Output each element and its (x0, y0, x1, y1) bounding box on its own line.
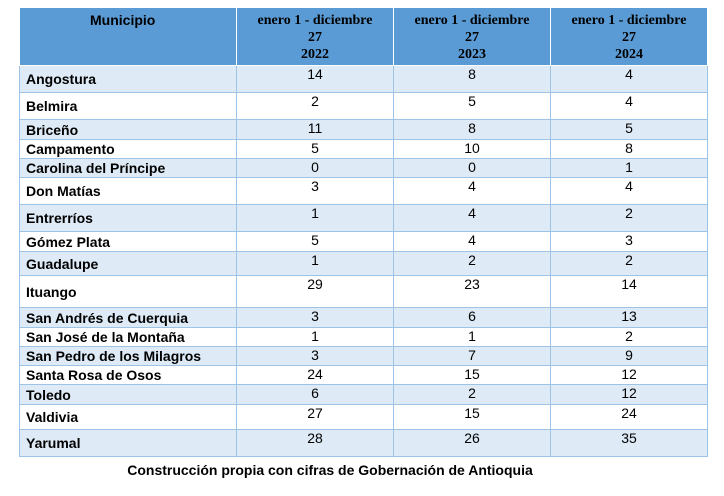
value-2022-cell: 1 (237, 328, 394, 347)
table-row (20, 308, 708, 328)
value-2023-cell: 2 (394, 385, 551, 405)
value-2024-cell: 24 (551, 405, 708, 430)
header-2023-line3: 2023 (458, 47, 486, 62)
value-2024-cell: 14 (551, 276, 708, 308)
value-2023-cell: 4 (394, 178, 551, 205)
table-row (20, 232, 708, 252)
value-2022-cell: 1 (237, 205, 394, 232)
municipio-cell: Santa Rosa de Osos (20, 366, 237, 385)
table-row (20, 385, 708, 405)
header-2024 (551, 8, 708, 66)
header-2023-line2: 27 (465, 30, 479, 45)
value-2024-cell: 2 (551, 252, 708, 276)
header-2022 (237, 8, 394, 66)
value-2024-cell: 4 (551, 66, 708, 93)
value-2024-cell: 3 (551, 232, 708, 252)
header-2022-line1: enero 1 - diciembre (257, 13, 373, 28)
municipio-cell: Briceño (20, 120, 237, 140)
table-row (20, 120, 708, 140)
value-2022-cell: 1 (237, 252, 394, 276)
data-table (19, 7, 708, 457)
municipio-cell: Campamento (20, 140, 237, 159)
municipio-cell: Valdivia (20, 405, 237, 430)
table-row (20, 366, 708, 385)
municipio-cell: Carolina del Príncipe (20, 159, 237, 178)
value-2024-cell: 5 (551, 120, 708, 140)
value-2023-cell: 6 (394, 308, 551, 328)
value-2023-cell: 23 (394, 276, 551, 308)
value-2022-cell: 6 (237, 385, 394, 405)
header-2024-line2: 27 (622, 30, 636, 45)
value-2023-cell: 8 (394, 120, 551, 140)
value-2023-cell: 15 (394, 366, 551, 385)
table-row (20, 430, 708, 457)
municipio-cell: San José de la Montaña (20, 328, 237, 347)
value-2024-cell: 4 (551, 178, 708, 205)
value-2024-cell: 35 (551, 430, 708, 457)
value-2023-cell: 7 (394, 347, 551, 366)
value-2024-cell: 2 (551, 328, 708, 347)
table-row (20, 347, 708, 366)
value-2023-cell: 2 (394, 252, 551, 276)
value-2023-cell: 0 (394, 159, 551, 178)
table-row (20, 276, 708, 308)
value-2024-cell: 12 (551, 366, 708, 385)
municipio-cell: Ituango (20, 276, 237, 308)
municipio-cell: Yarumal (20, 430, 237, 457)
value-2022-cell: 27 (237, 405, 394, 430)
value-2022-cell: 24 (237, 366, 394, 385)
header-2023 (394, 8, 551, 66)
value-2024-cell: 2 (551, 205, 708, 232)
value-2022-cell: 3 (237, 178, 394, 205)
header-2022-line3: 2022 (301, 47, 329, 62)
value-2022-cell: 14 (237, 66, 394, 93)
value-2024-cell: 9 (551, 347, 708, 366)
value-2024-cell: 1 (551, 159, 708, 178)
municipio-cell: San Andrés de Cuerquia (20, 308, 237, 328)
value-2022-cell: 3 (237, 308, 394, 328)
value-2023-cell: 26 (394, 430, 551, 457)
table-row (20, 93, 708, 120)
header-municipio: Municipio (20, 8, 237, 66)
value-2022-cell: 29 (237, 276, 394, 308)
value-2022-cell: 28 (237, 430, 394, 457)
table-row (20, 252, 708, 276)
table-row (20, 159, 708, 178)
municipio-cell: Toledo (20, 385, 237, 405)
table-row (20, 405, 708, 430)
value-2022-cell: 11 (237, 120, 394, 140)
value-2024-cell: 4 (551, 93, 708, 120)
value-2023-cell: 10 (394, 140, 551, 159)
value-2023-cell: 4 (394, 232, 551, 252)
value-2023-cell: 15 (394, 405, 551, 430)
value-2022-cell: 0 (237, 159, 394, 178)
municipio-cell: Guadalupe (20, 252, 237, 276)
value-2023-cell: 8 (394, 66, 551, 93)
value-2022-cell: 3 (237, 347, 394, 366)
municipio-cell: Entrerríos (20, 205, 237, 232)
value-2023-cell: 4 (394, 205, 551, 232)
value-2024-cell: 13 (551, 308, 708, 328)
header-2024-line1: enero 1 - diciembre (571, 13, 687, 28)
header-2022-line2: 27 (308, 30, 322, 45)
header-2023-line1: enero 1 - diciembre (414, 13, 530, 28)
municipio-cell: Belmira (20, 93, 237, 120)
value-2022-cell: 5 (237, 140, 394, 159)
header-2024-line3: 2024 (615, 47, 643, 62)
value-2024-cell: 8 (551, 140, 708, 159)
table-row (20, 178, 708, 205)
value-2023-cell: 5 (394, 93, 551, 120)
value-2023-cell: 1 (394, 328, 551, 347)
table-row (20, 205, 708, 232)
municipio-cell: Angostura (20, 66, 237, 93)
value-2022-cell: 5 (237, 232, 394, 252)
value-2024-cell: 12 (551, 385, 708, 405)
municipio-cell: Gómez Plata (20, 232, 237, 252)
municipio-cell: San Pedro de los Milagros (20, 347, 237, 366)
table-row (20, 66, 708, 93)
header-row (20, 8, 708, 66)
municipio-cell: Don Matías (20, 178, 237, 205)
table-caption: Construcción propia con cifras de Gobernación de Antioquia (127, 462, 533, 478)
value-2022-cell: 2 (237, 93, 394, 120)
table-row (20, 140, 708, 159)
table-row (20, 328, 708, 347)
